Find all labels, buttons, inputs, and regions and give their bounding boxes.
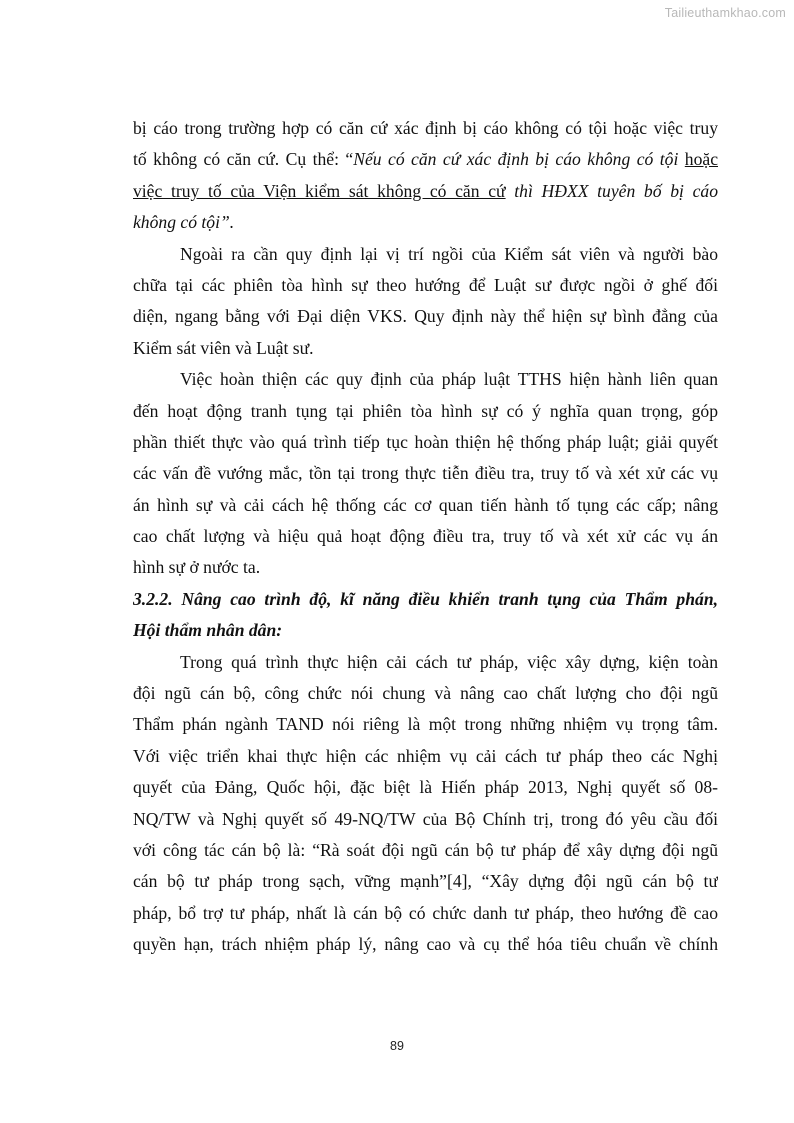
text-segment: cán bộ tư pháp trong sạch, vững mạnh”[4], “Xây dựng đội ngũ cán bộ tư <box>133 871 718 892</box>
text-segment: hình sự ở nước ta. <box>133 557 261 578</box>
text-segment: phần thiết thực vào quá trình tiếp tục hoàn thiện hệ thống pháp luật; giải quyết <box>133 431 718 452</box>
text-line <box>133 709 718 740</box>
text-line <box>133 835 718 866</box>
document-body <box>133 113 718 961</box>
text-segment: Với việc triển khai thực hiện các nhiệm vụ cải cách tư pháp theo các Nghị <box>133 745 718 766</box>
text-line <box>133 144 718 175</box>
text-segment: đội ngũ cán bộ, công chức nói chung và nâng cao chất lượng cho đội ngũ <box>133 683 718 704</box>
text-line <box>133 396 718 427</box>
text-segment: Nếu có căn cứ xác định bị cáo không có tội <box>353 149 679 170</box>
text-line <box>133 458 718 489</box>
text-line <box>133 490 718 521</box>
text-segment: Hội thẩm nhân dân: <box>133 620 283 641</box>
text-line <box>133 364 718 395</box>
text-line <box>133 741 718 772</box>
text-line <box>133 866 718 897</box>
text-line <box>133 615 718 646</box>
text-segment: Kiểm sát viên và Luật sư. <box>133 337 314 358</box>
text-line <box>133 772 718 803</box>
text-segment: quyết của Đảng, Quốc hội, đặc biệt là Hiến pháp 2013, Nghị quyết số 08- <box>133 777 718 798</box>
page-number: 89 <box>390 1039 404 1053</box>
text-line <box>133 552 718 583</box>
text-segment: thì HĐXX tuyên bố bị cáo <box>514 180 718 201</box>
text-segment: Việc hoàn thiện các quy định của pháp luật TTHS hiện hành liên quan <box>180 369 718 390</box>
text-segment: việc truy tố của Viện kiểm sát không có căn cứ <box>133 180 506 201</box>
text-segment: Ngoài ra cần quy định lại vị trí ngồi của Kiểm sát viên và người bào <box>180 243 718 264</box>
text-line <box>133 804 718 835</box>
text-segment: với công tác cán bộ là: “Rà soát đội ngũ cán bộ tư pháp để xây dựng đội ngũ <box>133 839 718 860</box>
text-segment: pháp, bổ trợ tư pháp, nhất là cán bộ có chức danh tư pháp, theo hướng đề cao <box>133 902 718 923</box>
text-line <box>133 584 718 615</box>
text-line <box>133 270 718 301</box>
text-line <box>133 929 718 960</box>
text-line <box>133 239 718 270</box>
text-segment: không có tội”. <box>133 212 235 233</box>
text-segment <box>506 181 515 201</box>
text-line <box>133 301 718 332</box>
text-segment: án hình sự và cải cách hệ thống các cơ quan tiến hành tố tụng các cấp; nâng <box>133 494 718 515</box>
text-segment: diện, ngang bằng với Đại diện VKS. Quy định này thể hiện sự bình đẳng của <box>133 306 718 327</box>
text-segment: NQ/TW và Nghị quyết số 49-NQ/TW của Bộ Chính trị, trong đó yêu cầu đối <box>133 808 718 829</box>
text-line <box>133 113 718 144</box>
text-segment: 3.2.2. Nâng cao trình độ, kĩ năng điều khiển tranh tụng của Thẩm phán, <box>133 588 718 609</box>
text-segment: cao chất lượng và hiệu quả hoạt động điều tra, truy tố và xét xử các vụ án <box>133 526 718 547</box>
text-line <box>133 176 718 207</box>
text-segment: hoặc <box>684 149 718 170</box>
text-line <box>133 521 718 552</box>
text-segment: các vấn đề vướng mắc, tồn tại trong thực tiễn điều tra, truy tố và xét xử các vụ <box>133 463 718 484</box>
text-line <box>133 207 718 238</box>
text-segment: tố không có căn cứ. Cụ thể: “ <box>133 149 354 170</box>
text-line <box>133 678 718 709</box>
text-segment: Thẩm phán ngành TAND nói riêng là một trong những nhiệm vụ trọng tâm. <box>133 714 718 735</box>
text-segment: chữa tại các phiên tòa hình sự theo hướng để Luật sư được ngồi ở ghế đối <box>133 274 718 295</box>
text-line <box>133 427 718 458</box>
text-line <box>133 647 718 678</box>
text-line <box>133 898 718 929</box>
text-segment: quyền hạn, trách nhiệm pháp lý, nâng cao và cụ thể hóa tiêu chuẩn về chính <box>133 934 718 955</box>
text-segment: bị cáo trong trường hợp có căn cứ xác định bị cáo không có tội hoặc việc truy <box>133 118 718 138</box>
watermark-text: Tailieuthamkhao.com <box>664 6 786 20</box>
text-segment: Trong quá trình thực hiện cải cách tư pháp, việc xây dựng, kiện toàn <box>180 651 718 672</box>
text-line <box>133 333 718 364</box>
text-segment: đến hoạt động tranh tụng tại phiên tòa hình sự có ý nghĩa quan trọng, góp <box>133 400 718 421</box>
